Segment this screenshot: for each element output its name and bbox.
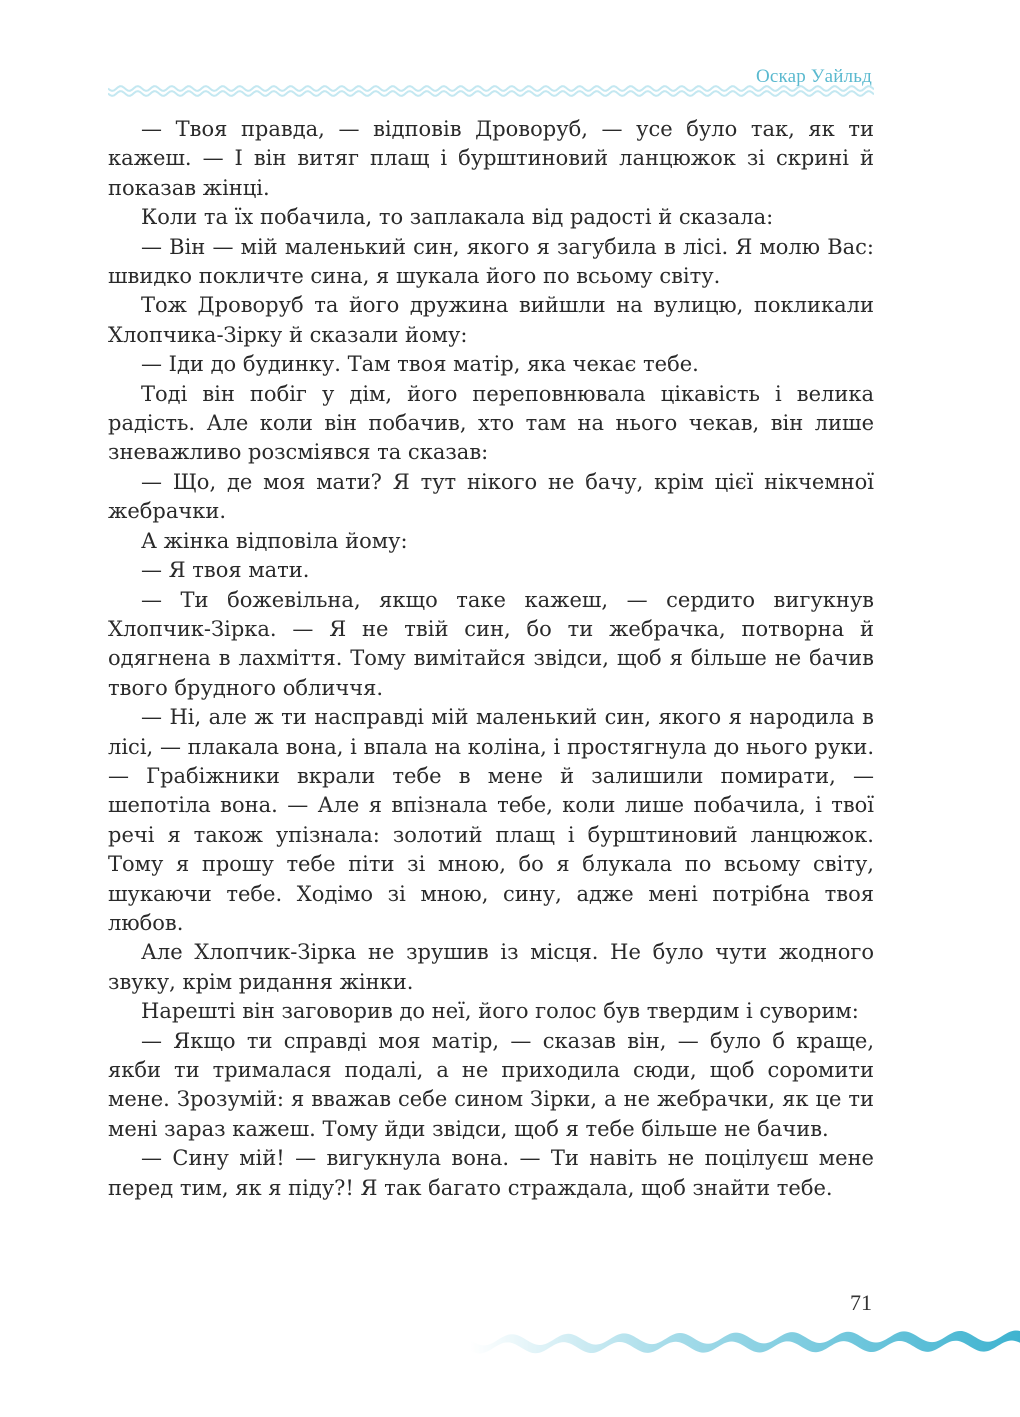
paragraph-3: — Він — мій маленький син, якого я загубила в лісі. Я молю Вас: швидко покличте сина, я шукала його по всьому світу. bbox=[108, 234, 874, 289]
paragraph-9: — Я твоя мати. bbox=[141, 558, 310, 583]
paragraph-15: — Сину мій! — вигукнула вона. — Ти навіть не поцілуєш мене перед тим, як я піду?! Я так багато страждала, щоб знайти тебе. bbox=[108, 1146, 874, 1200]
paragraph-2: Коли та їх побачила, то заплакала від радості й сказала: bbox=[141, 205, 774, 230]
paragraph-14: — Якщо ти справді моя матір, — сказав він, — було б краще, якби ти трималася подалі, а не приходила сюди, щоб соромити мене. Зрозумій: я вважав себе сином Зірки, а не жебрачки, як це ти мені зараз кажеш. Тому йди звідси, щоб я тебе більше не бачив. bbox=[108, 1028, 874, 1141]
paragraph-4: Тож Дроворуб та його дружина вийшли на вулицю, покликали Хлопчика-Зірку й сказали йому: bbox=[108, 293, 874, 347]
paragraph-6: Тоді він побіг у дім, його переповнювала цікавість і велика радість. Але коли він побачив, хто там на нього чекав, він лише зневажливо розсміявся та сказав: bbox=[108, 381, 874, 465]
paragraph-8: А жінка відповіла йому: bbox=[141, 528, 408, 553]
paragraph-10: — Ти божевільна, якщо таке кажеш, — сердито вигукнув Хлопчик-Зірка. — Я не твій син, бо ти жебрачка, потворна й одягнена в лахміття. Тому вимітайся звідси, щоб я більше не бачив твого брудного обличчя. bbox=[108, 587, 874, 700]
bottom-wave-ornament bbox=[470, 1318, 1020, 1368]
paragraph-11: — Ні, але ж ти насправді мій маленький син, якого я народила в лісі, — плакала вона, і впала на коліна, і простягнула до нього руки. — Грабіжники вкрали тебе в мене й залишили помирати, — шепотіла вона. — Але я впізнала тебе, коли лише побачила, і твої речі я також упізнала: золотий плащ і бурштиновий ланцюжок. Тому я прошу тебе піти зі мною, бо я блукала по всьому світу, шукаючи тебе. Ходімо зі мною, сину, адже мені потрібна твоя любов. bbox=[108, 705, 874, 935]
paragraph-12: Але Хлопчик-Зірка не зрушив із місця. Не було чути жодного звуку, крім ридання жінки. bbox=[108, 940, 874, 994]
page-number: 71 bbox=[850, 1290, 872, 1315]
paragraph-5: — Іди до будинку. Там твоя матір, яка чекає тебе. bbox=[141, 352, 699, 377]
page-body bbox=[108, 115, 874, 1203]
top-wave-ornament bbox=[108, 84, 874, 98]
running-head-author: Оскар Уайльд bbox=[755, 66, 872, 87]
paragraph-7: — Що, де моя мати? Я тут нікого не бачу, крім цієї нікчемної жебрачки. bbox=[108, 469, 874, 524]
paragraph-1: — Твоя правда, — відповів Дроворуб, — усе було так, як ти кажеш. — І він витяг плащ і бурштиновий ланцюжок зі скрині й показав жінці. bbox=[108, 117, 874, 200]
paragraph-13: Нарешті він заговорив до неї, його голос був твердим і суворим: bbox=[141, 999, 859, 1024]
